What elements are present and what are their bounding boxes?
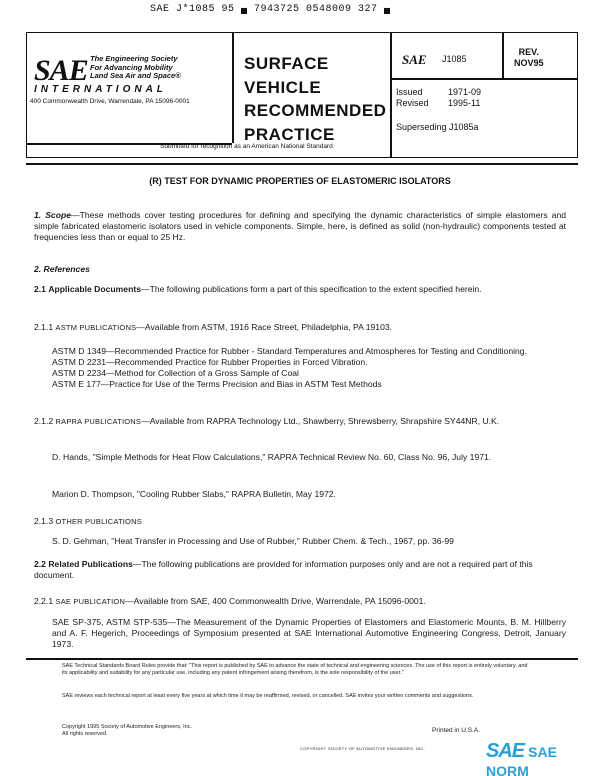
section-other-publications: 2.1.3 OTHER PUBLICATIONS	[34, 516, 142, 526]
rapra-reference: D. Hands, "Simple Methods for Heat Flow Calculations," RAPRA Technical Review No. 60, Class No. 96, July 1971.	[52, 452, 492, 462]
copyright: Copyright 1995 Society of Automotive Engineers, Inc. All rights reserved.	[62, 724, 192, 737]
section-astm-publications: 2.1.1 ASTM PUBLICATIONS—Available from ASTM, 1916 Race Street, Philadelphia, PA 19103.	[34, 322, 393, 332]
sae-logo: SAE	[34, 54, 88, 87]
header-divider	[502, 33, 504, 78]
submission-note: Submitted for recognition as an American National Standard	[160, 143, 333, 150]
policy-notice: SAE Technical Standards Board Rules provide that: "This report is published by SAE to advance the state of technical and engineering sciences. The use of this report is entirely voluntary, and its applicability and suitability for any particular use, including any patent infringement arising therefrom, is the sole responsibility of the user."	[62, 663, 528, 676]
rapra-reference: Marion D. Thompson, "Cooling Rubber Slabs," RAPRA Bulletin, May 1972.	[52, 489, 336, 499]
document-type-title: SURFACE VEHICLE RECOMMENDED PRACTICE	[244, 54, 387, 144]
section-references: 2. References	[34, 264, 90, 274]
title-rule	[26, 163, 578, 165]
superseding-note: Superseding J1085a	[396, 122, 479, 132]
section-rapra-publications: 2.1.2 RAPRA PUBLICATIONS—Available from RAPRA Technology Ltd., Shawberry, Shrewsberry, Shrapshire SY44NR, U.K.	[34, 416, 500, 426]
footer-rule	[26, 658, 578, 660]
scan-header-text: SAE J*1085 95 ▄ 7943725 0548009 327 ▄	[150, 4, 391, 15]
section-sae-publication: 2.2.1 SAE PUBLICATION—Available from SAE, 400 Commonwealth Drive, Warrendale, PA 15096-0001.	[34, 596, 426, 606]
list-item: ASTM D 2234—Method for Collection of a Gross Sample of Coal	[52, 368, 299, 378]
sae-reference: SAE SP-375, ASTM STP-535—The Measurement of the Dynamic Properties of Elastomers and Elastomeric Mounts, B. M. Hillberry and A. F. Hegerich, Proceedings of Symposium presented at SAE International Automotive Engineering Congress, Detroit, January 1973.	[52, 617, 566, 649]
document-title: (R) TEST FOR DYNAMIC PROPERTIES OF ELASTOMERIC ISOLATORS	[149, 176, 451, 186]
section-related-publications: 2.2 Related Publications—The following publications are provided for information purposes only and are not a required part of this document.	[34, 559, 533, 580]
list-item: ASTM D 2231—Recommended Practice for Rubber Properties in Forced Vibration.	[52, 357, 368, 367]
list-item: ASTM E 177—Practice for Use of the Terms Precision and Bias in ASTM Test Methods	[52, 379, 382, 389]
section-applicable-documents: 2.1 Applicable Documents—The following publications form a part of this specification to the extent specified herein.	[34, 284, 482, 294]
list-item: ASTM D 1349—Recommended Practice for Rubber - Standard Temperatures and Atmospheres for Testing and Conditioning.	[52, 346, 527, 356]
header-divider	[232, 33, 234, 143]
review-notice: SAE reviews each technical report at least every five years at which time it may be reaffirmed, revised, or cancelled. SAE invites your written comments and suggestions.	[62, 693, 474, 699]
revision-box: REV. NOV95	[514, 47, 544, 68]
header-divider	[390, 78, 578, 80]
sae-address: 400 Commonwealth Drive, Warrendale, PA 15096-0001	[30, 98, 190, 105]
international-label: INTERNATIONAL	[34, 84, 167, 95]
society-tagline: The Engineering Society For Advancing Mobility Land Sea Air and Space®	[90, 54, 181, 80]
document-number: J1085	[442, 54, 467, 64]
section-scope: 1. Scope—These methods cover testing procedures for defining and specifying the dynamic characteristics of simple elastomers and simple fabricated elastomeric isolators used in vehicle components. Simple, here, is defined as solid (non-hydraulic) components tested at frequencies less than or equal to 25 Hz.	[34, 210, 567, 242]
astm-list	[52, 346, 566, 390]
header-divider	[390, 33, 392, 157]
printed-in: Printed in U.S.A.	[432, 727, 481, 734]
scan-header	[150, 4, 391, 15]
sae-small-logo: SAE	[402, 52, 427, 67]
bottom-copyright: COPYRIGHT SOCIETY OF AUTOMOTIVE ENGINEERS, INC.	[300, 746, 426, 751]
sae-norm-watermark: SAE SAE NORM	[486, 740, 557, 776]
other-reference: S. D. Gehman, "Heat Transfer in Processing and Use of Rubber," Rubber Chem. & Tech., 1967, pp. 36-99	[52, 536, 454, 546]
issue-dates: Issued 1971-09 Revised 1995-11	[396, 87, 482, 108]
